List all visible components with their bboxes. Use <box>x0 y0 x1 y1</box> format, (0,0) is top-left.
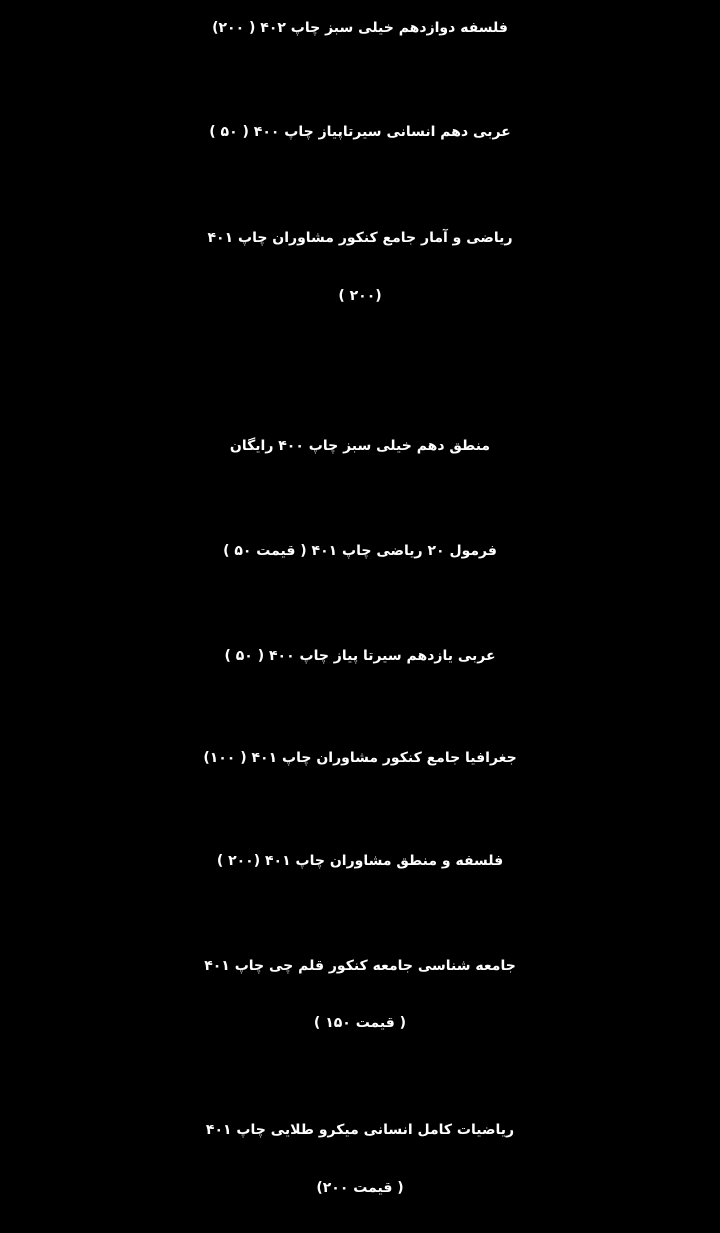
book-line-10b: ( قیمت ۲۰۰) <box>316 1180 404 1196</box>
book-line-3a: ریاضی و آمار جامع کنکور مشاوران چاپ ۴۰۱ <box>207 230 513 246</box>
book-line-8: فلسفه و منطق مشاوران چاپ ۴۰۱ (۲۰۰ ) <box>216 853 504 869</box>
book-line-4: منطق دهم خیلی سبز چاپ ۴۰۰ رایگان <box>229 438 491 454</box>
book-line-9a: جامعه شناسی جامعه کنکور قلم چی چاپ ۴۰۱ <box>204 958 516 974</box>
book-line-1: فلسفه دوازدهم خیلی سبز چاپ ۴۰۲ ( ۲۰۰) <box>212 20 508 36</box>
book-line-3b: ( ۲۰۰) <box>338 288 382 304</box>
book-line-9b: ( قیمت ۱۵۰ ) <box>313 1015 407 1031</box>
book-line-2: عربی دهم انسانی سیرتاپیاز چاپ ۴۰۰ ( ۵۰ ) <box>209 124 511 140</box>
book-line-6: عربی یازدهم سیرتا پیاز چاپ ۴۰۰ ( ۵۰ ) <box>224 648 496 664</box>
book-line-10a: ریاضیات کامل انسانی میکرو طلایی چاپ ۴۰۱ <box>205 1122 515 1138</box>
book-line-7: جغرافیا جامع کنکور مشاوران چاپ ۴۰۱ ( ۱۰۰) <box>203 750 517 766</box>
book-line-5: فرمول ۲۰ ریاضی چاپ ۴۰۱ ( قیمت ۵۰ ) <box>223 543 497 559</box>
